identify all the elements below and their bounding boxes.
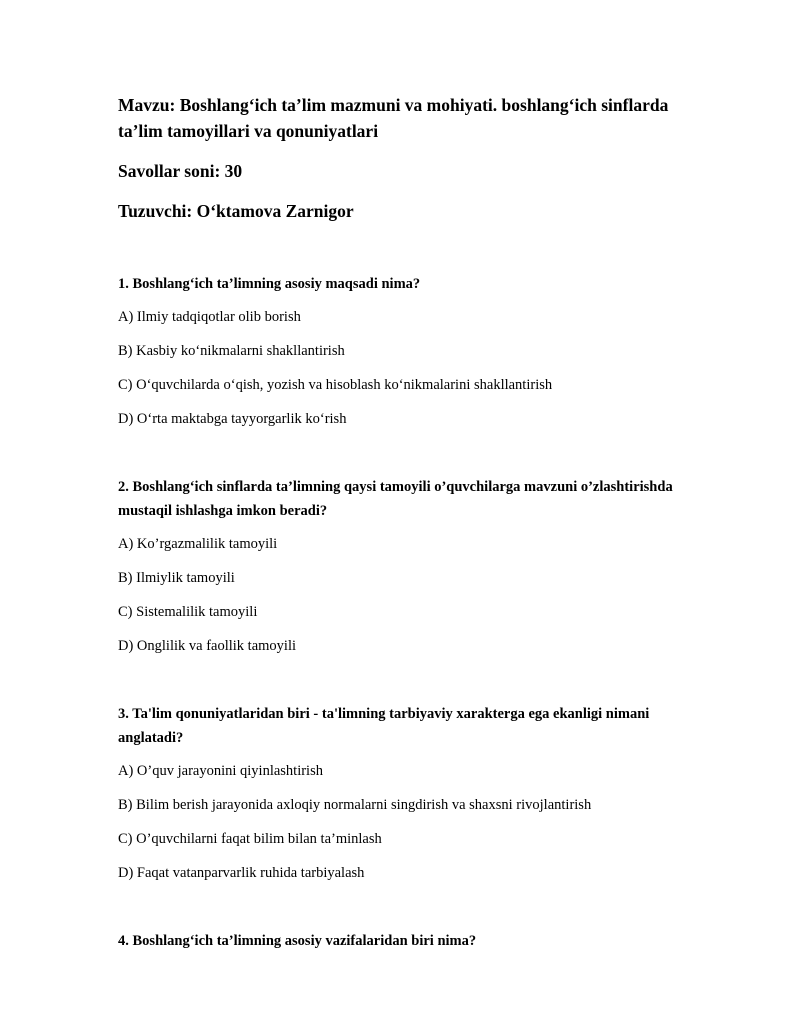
- document-page: [118, 92, 678, 962]
- question-text: 2. Boshlang‘ich sinflarda ta’limning qaysi tamoyili o’quvchilarga mavzuni o’zlashtirishda mustaqil ishlashga imkon beradi?: [118, 479, 673, 519]
- answer-option-c: C) Sistemalilik tamoyili: [118, 604, 258, 620]
- question-3: [118, 702, 678, 885]
- answer-option-b: B) Kasbiy ko‘nikmalarni shakllantirish: [118, 343, 345, 359]
- question-text: 3. Ta'lim qonuniyatlaridan biri - ta'limning tarbiyaviy xarakterga ega ekanligi nimani anglatadi?: [118, 706, 650, 746]
- answer-option-d: D) Onglilik va faollik tamoyili: [118, 638, 297, 654]
- question-text: 1. Boshlang‘ich ta’limning asosiy maqsadi nima?: [118, 276, 421, 292]
- answer-option-d: D) O‘rta maktabga tayyorgarlik ko‘rish: [118, 411, 347, 427]
- author-line: Tuzuvchi: O‘ktamova Zarnigor: [118, 201, 354, 221]
- answer-option-d: D) Faqat vatanparvarlik ruhida tarbiyalash: [118, 865, 365, 881]
- answer-option-c: C) O’quvchilarni faqat bilim bilan ta’minlash: [118, 831, 382, 847]
- question-text: 4. Boshlang‘ich ta’limning asosiy vazifalaridan biri nima?: [118, 933, 477, 949]
- question-2: [118, 475, 678, 658]
- answer-option-a: A) Ko’rgazmalilik tamoyili: [118, 536, 278, 552]
- answer-option-c: C) O‘quvchilarda o‘qish, yozish va hisoblash ko‘nikmalarini shakllantirish: [118, 377, 553, 393]
- answer-option-a: A) O’quv jarayonini qiyinlashtirish: [118, 763, 323, 779]
- topic-title: Mavzu: Boshlang‘ich ta’lim mazmuni va mohiyati. boshlang‘ich sinflarda ta’lim tamoyillari va qonuniyatlari: [118, 95, 669, 141]
- answer-option-a: A) Ilmiy tadqiqotlar olib borish: [118, 309, 301, 325]
- question-count: Savollar soni: 30: [118, 161, 243, 181]
- answer-option-b: B) Ilmiylik tamoyili: [118, 570, 235, 586]
- answer-option-b: B) Bilim berish jarayonida axloqiy normalarni singdirish va shaxsni rivojlantirish: [118, 797, 592, 813]
- question-4: [118, 929, 678, 953]
- question-1: [118, 272, 678, 431]
